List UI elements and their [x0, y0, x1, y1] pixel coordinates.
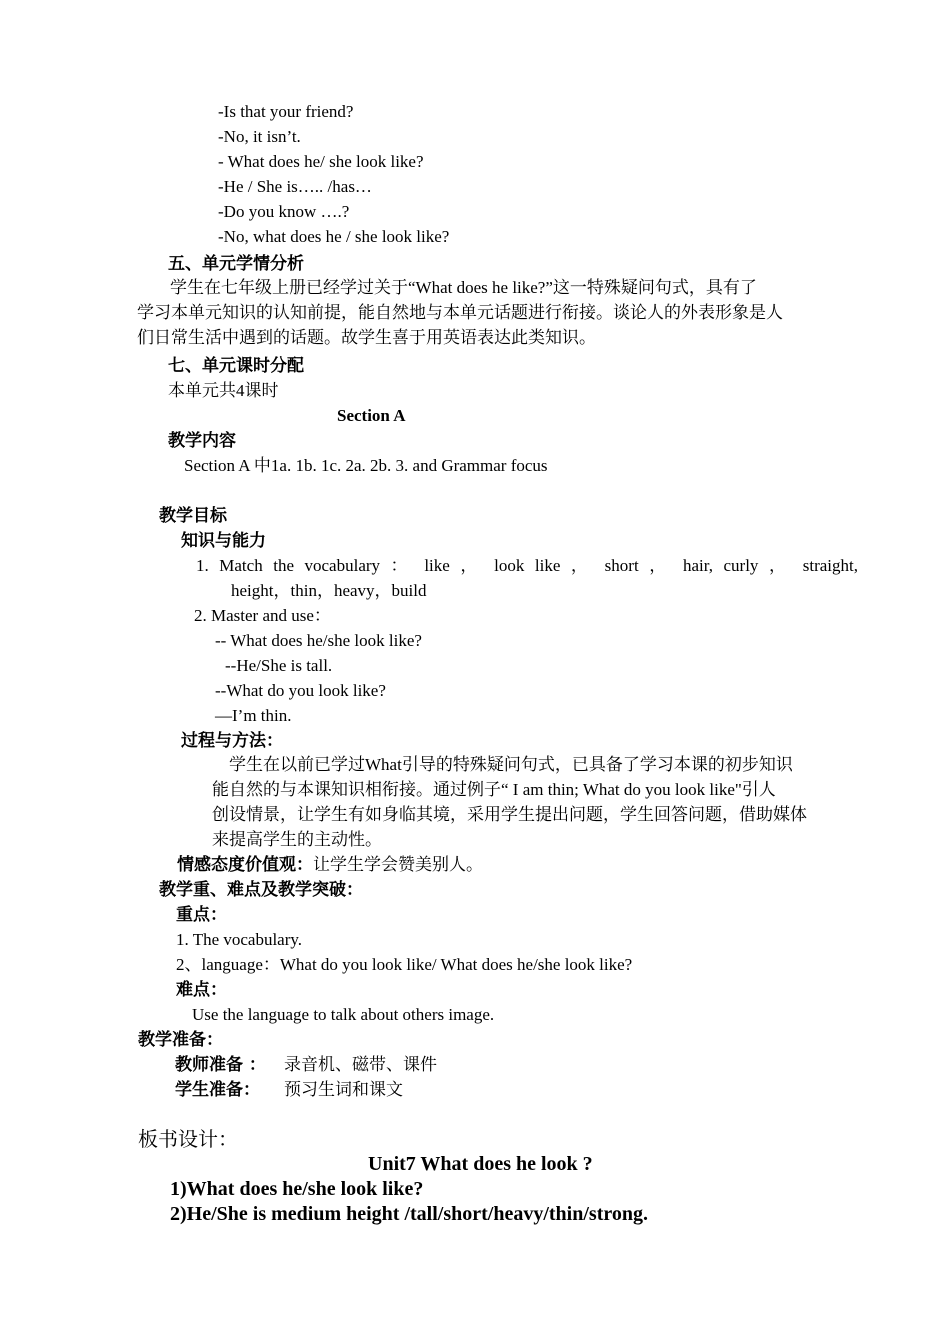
example-line: -- What does he/she look like? — [215, 631, 422, 650]
knowledge-heading: 知识与能力 — [181, 531, 266, 551]
section-title: Section A — [337, 406, 406, 425]
student-label: 学生准备： — [175, 1080, 260, 1100]
dialogue-line: -He / She is….. /has… — [218, 177, 372, 196]
goal-item-2: 2. Master and use： — [194, 606, 331, 625]
teacher-label: 教师准备 ： — [175, 1055, 266, 1075]
dialogue-line: -No, it isn’t. — [218, 127, 301, 146]
key-item: 1. The vocabulary. — [176, 930, 303, 949]
key-label: 重点： — [176, 905, 227, 925]
content-text: Section A 中1a. 1b. 1c. 2a. 2b. 3. and Grammar focus — [184, 456, 548, 475]
key-item: 2、language：What do you look like/ What does he/she look like? — [176, 955, 633, 974]
difficulty-label: 难点： — [176, 980, 227, 1000]
example-line: --He/She is tall. — [225, 656, 333, 675]
allocation-heading: 七、单元课时分配 — [168, 356, 304, 376]
goal-item-1-cont: height，thin，heavy，build — [231, 581, 427, 600]
analysis-line: 学习本单元知识的认知前提，能自然地与本单元话题进行衔接。谈论人的外表形象是人 — [137, 303, 783, 322]
process-line: 来提高学生的主动性。 — [212, 830, 382, 849]
preparation-heading: 教学准备： — [138, 1030, 223, 1050]
dialogue-line: -Do you know ….? — [218, 202, 350, 221]
example-line: —I’m thin. — [215, 706, 292, 725]
board-heading: 板书设计： — [138, 1129, 238, 1151]
allocation-text: 本单元共4课时 — [168, 381, 279, 400]
content-heading: 教学内容 — [168, 431, 236, 451]
goals-heading: 教学目标 — [159, 506, 227, 526]
analysis-heading: 五、单元学情分析 — [168, 254, 304, 274]
process-heading: 过程与方法： — [181, 731, 283, 751]
board-title: Unit7 What does he look ? — [368, 1153, 593, 1175]
difficulty-text: Use the language to talk about others image. — [192, 1005, 495, 1024]
emotion-label: 情感态度价值观： — [177, 855, 313, 875]
process-line: 能自然的与本课知识相衔接。通过例子“ I am thin; What do you look like"引人 — [212, 780, 776, 799]
goal-item-1: 1. Match the vocabulary ： like ， look like ， short ， hair, curly ， straight, — [196, 556, 858, 575]
board-line: 2)He/She is medium height /tall/short/heavy/thin/strong. — [170, 1203, 648, 1225]
student-text: 预习生词和课文 — [284, 1080, 403, 1099]
teacher-text: 录音机、磁带、课件 — [284, 1055, 437, 1074]
dialogue-line: -Is that your friend? — [218, 102, 354, 121]
analysis-line: 学生在七年级上册已经学过关于“What does he like?”这一特殊疑问句式，具有了 — [170, 278, 757, 297]
dialogue-line: - What does he/ she look like? — [218, 152, 424, 171]
analysis-line: 们日常生活中遇到的话题。故学生喜于用英语表达此类知识。 — [137, 328, 596, 347]
board-line: 1)What does he/she look like? — [170, 1178, 424, 1200]
example-line: --What do you look like? — [215, 681, 386, 700]
dialogue-line: -No, what does he / she look like? — [218, 227, 450, 246]
emotion-line — [177, 854, 483, 876]
process-line: 学生在以前已学过What引导的特殊疑问句式，已具备了学习本课的初步知识 — [229, 755, 793, 774]
focus-heading: 教学重、难点及教学突破： — [159, 880, 363, 900]
emotion-text: 让学生学会赞美别人。 — [313, 855, 483, 874]
process-line: 创设情景，让学生有如身临其境，采用学生提出问题，学生回答问题，借助媒体 — [212, 805, 807, 824]
